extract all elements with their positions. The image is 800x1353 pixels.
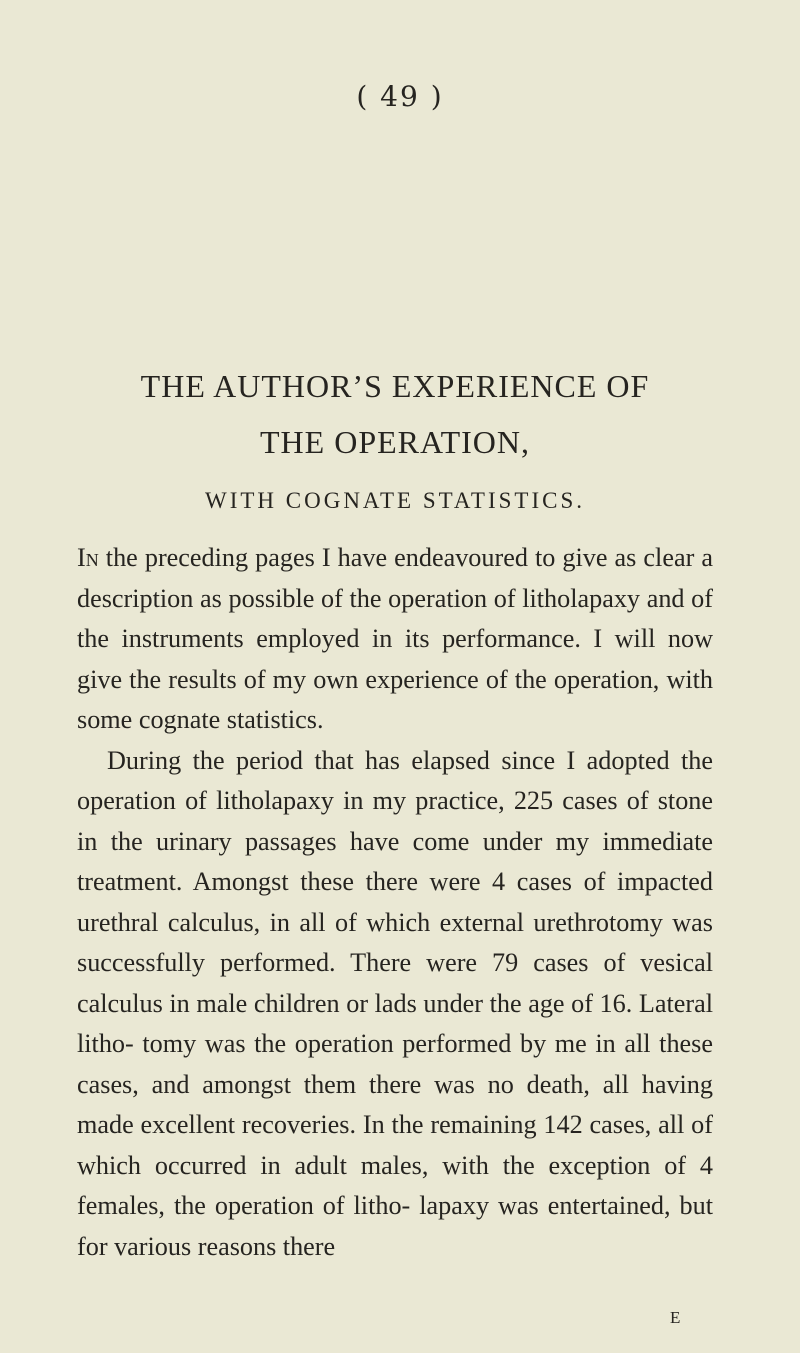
page-number: ( 49 ): [356, 80, 444, 113]
chapter-title-line-1: THE AUTHOR’S EXPERIENCE OF: [140, 368, 650, 404]
chapter-subtitle: WITH COGNATE STATISTICS.: [204, 488, 585, 513]
paragraph-2: During the period that has elapsed since I adopted the operation of litholapaxy in my practice, 225 cases of stone in the urinary passages have come under my immediate treatment. Amongst these there were 4 cases of impacted urethral calculus, in all of which external urethrotomy was successfully performed. There were 79 cases of vesical calculus in male children or lads under the age of 16. Lateral litho- tomy was the operation performed by me in all these cases, and amongst them there was no death, all having made excellent recoveries. In the remaining 142 cases, all of which occurred in adult males, with the exception of 4 females, the operation of litho- lapaxy was entertained, but for various reasons there: [77, 745, 713, 1261]
body-text: [77, 538, 713, 1267]
paragraph-lead-word: In: [77, 543, 99, 572]
paragraph-1-text: the preceding pages I have endeavoured to give as clear a description as possible of the operation of litholapaxy and of the instruments employed in its performance. I will now give the results of my own experience of the operation, with some cognate statistics.: [77, 543, 713, 734]
signature-mark: E: [670, 1308, 681, 1327]
chapter-title-line-2: THE OPERATION,: [260, 424, 530, 460]
paragraph-1: [77, 538, 713, 741]
